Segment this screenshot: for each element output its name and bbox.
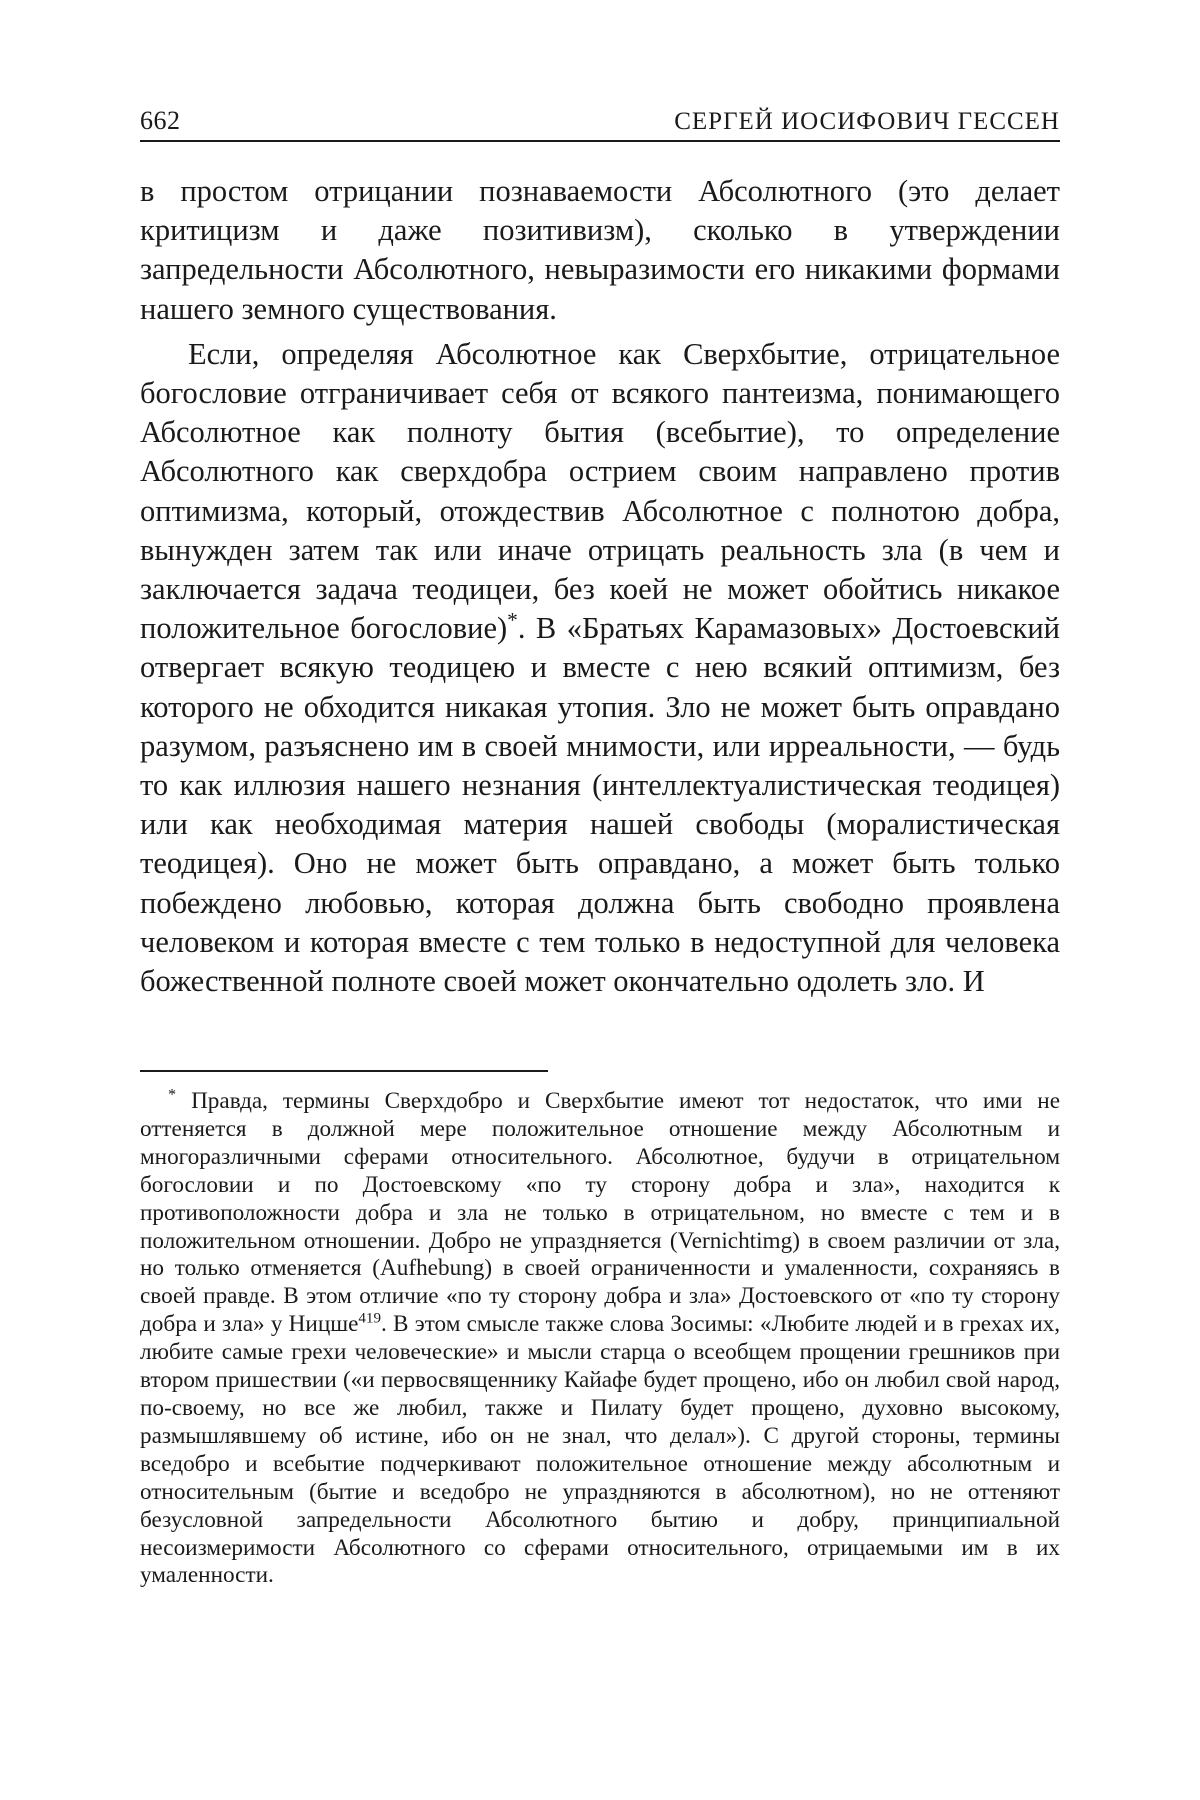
page-number: 662 (140, 106, 181, 135)
footnote-mark: * (168, 1085, 177, 1104)
main-text (140, 172, 1060, 1001)
paragraph (140, 335, 1060, 1001)
footnote-text-part2: . В этом смысле также слова Зосимы: «Любите людей и в грехах их, любите самые грехи человеческие» и мысли старца о всеобщем прощении грешников при втором пришествии («и первосвященнику Кайафе будет прощено, ибо он любил свой народ, по-своему, но все же любил, также и Пилату будет прощено, духовно высокому, размышлявшему об истине, ибо он не знал, что делал»). С другой стороны, термины вседобро и всебытие подчеркивают положительное отношение между абсолютным и относительным (бытие и вседобро не упраздняются в абсолютном), но не оттеняют безусловной запредельности Абсолютного бытию и добру, принципиальной несоизмеримости Абсолютного со сферами относительного, отрицаемыми им в их умаленности. (140, 1311, 1060, 1589)
page-header (140, 96, 1060, 144)
paragraph-continuation: в простом отрицании познаваемости Абсолютного (это делает критицизм и даже позитивизм), сколько в утверждении запредельности Абсолютного, невыразимости его никакими формами нашего земного существования. (140, 174, 1060, 326)
footnote (140, 1085, 1060, 1590)
paragraph-text-part2: . В «Братьях Карамазовых» Достоевский отвергает всякую теодицею и вместе с нею всякий оптимизм, без которого не обходится никакая утопия. Зло не может быть оправдано разумом, разъяснено им в своей мнимости, или ирреальности, — будь то как иллюзия нашего незнания (интеллектуалистическая теодицея) или как необходимая материя нашей свободы (моралистическая теодицея). Оно не может быть оправдано, а может быть только побеждено любовью, которая должна быть свободно проявлена человеком и которая вместе с тем только в недоступной для человека божественной полноте своей может окончательно одолеть зло. И (140, 611, 1060, 999)
header-rule (140, 140, 1060, 142)
footnote-separator (140, 1070, 548, 1072)
footnote-reference-mark[interactable]: * (507, 608, 518, 633)
footnote-paragraph (140, 1085, 1060, 1590)
footnote-text-part1: Правда, термины Сверхдобро и Сверхбытие имеют тот недостаток, что ими не оттеняется в должной мере положительное отношение между Абсолютным и многоразличными сферами относительного. Абсолютное, будучи в отрицательном богословии и по Достоевскому «по ту сторону добра и зла», находится к противоположности добра и зла не только в отрицательном, но вместе с тем и в положительном отношении. Добро не упраздняется (Vernichtimg) в своем различии от зла, но только отменяется (Aufhebung) в своей ограниченности и умаленности, сохраняясь в своей правде. В этом отличие «по ту сторону добра и зла» Достоевского от «по ту сторону добра и зла» у Ницше (140, 1088, 1060, 1338)
paragraph-text-part1: Если, определяя Абсолютное как Сверхбытие, отрицательное богословие отграничивает себя от всякого пантеизма, понимающего Абсолютное как полноту бытия (всебытие), то определение Абсолютного как сверхдобра острием своим направлено против оптимизма, который, отождествив Абсолютное с полнотою добра, вынужден затем так или иначе отрицать реальность зла (в чем и заключается задача теодицеи, без коей не может обойтись никакое положительное богословие) (140, 336, 1060, 646)
running-head: СЕРГЕЙ ИОСИФОВИЧ ГЕССЕН (674, 108, 1060, 135)
endnote-reference[interactable]: 419 (358, 1310, 382, 1327)
